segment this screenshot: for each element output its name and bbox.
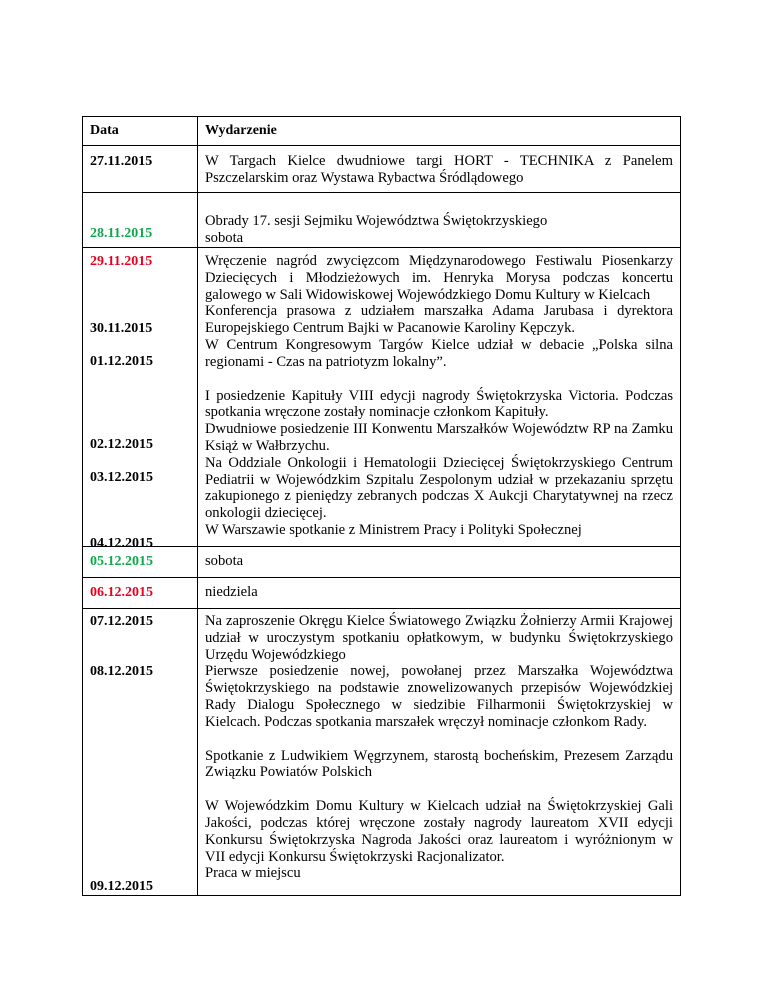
event-text: Dwudniowe posiedzenie III Konwentu Marszałków Województw RP na Zamku Książ w Wałbrzychu. xyxy=(205,421,673,454)
event-text: W Wojewódzkim Domu Kultury w Kielcach udział na Świętokrzyskiej Gali Jakości, podczas której wręczone zostały nagrody laureatom XVII edycji Konkursu Świętokrzyska Nagroda Jakości oraz laureatom i wyróżnionym w VII edycji Konkursu Świętokrzyski Racjonalizator. xyxy=(205,798,673,865)
table-row xyxy=(83,608,680,895)
event-text: Na Oddziale Onkologii i Hematologii Dziecięcej Świętokrzyskiego Centrum Pediatrii w Wojewódzkim Szpitalu Zespolonym udział w przekazaniu sprzętu zakupionego z pieniędzy zebranych podczas X Aukcji Charytatywnej na rzecz onkologii dziecięcej. xyxy=(205,454,673,522)
event-text: Pierwsze posiedzenie nowej, powołanej przez Marszałka Województwa Świętokrzyskiego na podstawie znowelizowanych przepisów Wojewódzkiej Rady Dialogu Społecznego w siedzibie Filharmonii Świętokrzyskiej w Kielcach. Podczas spotkania marszałek wręczył nominacje członkom Rady. xyxy=(205,663,673,730)
table-row xyxy=(83,145,680,192)
event-text: Konferencja prasowa z udziałem marszałka Adama Jarubasa i dyrektora Europejskiego Centrum Bajki w Pacanowie Karoliny Kępczyk. xyxy=(205,303,673,337)
date-cell xyxy=(83,609,198,895)
event-text: W Warszawie spotkanie z Ministrem Pracy i Polityki Społecznej xyxy=(205,521,582,538)
event-cell xyxy=(198,248,680,546)
table-row xyxy=(83,247,680,551)
date-05-12: 05.12.2015 xyxy=(90,554,153,569)
event-text: I posiedzenie Kapituły VIII edycji nagrody Świętokrzyska Victoria. Podczas spotkania wręczone zostały nominacje członkom Kapituły. xyxy=(205,387,673,421)
date-03-12: 03.12.2015 xyxy=(90,470,153,485)
date-cell xyxy=(83,547,198,577)
header-event: Wydarzenie xyxy=(205,123,277,138)
event-text: Na zaproszenie Okręgu Kielce Światowego Związku Żołnierzy Armii Krajowej udział w uroczystym spotkaniu opłatkowym, w budynku Świętokrzyskiego Urzędu Wojewódzkiego xyxy=(205,613,673,663)
date-27-11: 27.11.2015 xyxy=(90,154,153,169)
date-02-12: 02.12.2015 xyxy=(90,437,153,452)
table-row xyxy=(83,192,680,247)
event-day-label: sobota xyxy=(205,229,244,246)
date-09-12: 09.12.2015 xyxy=(90,879,153,894)
date-06-12: 06.12.2015 xyxy=(90,585,153,600)
event-text: Wręczenie nagród zwycięzcom Międzynarodowego Festiwalu Piosenkarzy Dziecięcych i Młodzieżowych im. Henryka Morysa podczas koncertu galowego w Sali Widowiskowej Wojewódzkiego Domu Kultury w Kielcach xyxy=(205,253,673,303)
date-04-12: 04.12.2015 xyxy=(90,536,153,551)
date-cell xyxy=(83,146,198,192)
event-text: Praca w miejscu xyxy=(205,865,301,882)
event-text: Spotkanie z Ludwikiem Węgrzynem, starostą bocheńskim, Prezesem Zarządu Związku Powiatów Polskich xyxy=(205,747,673,781)
event-cell xyxy=(198,193,680,247)
table-header-row xyxy=(83,117,680,145)
date-28-11: 28.11.2015 xyxy=(90,226,153,241)
event-text: W Centrum Kongresowym Targów Kielce udział w debacie „Polska silna regionami - Czas na patriotyzm lokalny”. xyxy=(205,336,673,370)
date-cell xyxy=(83,193,198,247)
table-row xyxy=(83,577,680,608)
event-text: W Targach Kielce dwudniowe targi HORT - TECHNIKA z Panelem Pszczelarskim oraz Wystawa Rybactwa Śródlądowego xyxy=(205,153,673,186)
event-day-label: niedziela xyxy=(205,584,258,600)
date-08-12: 08.12.2015 xyxy=(90,664,153,679)
event-cell xyxy=(198,146,680,192)
date-30-11: 30.11.2015 xyxy=(90,321,153,336)
header-date: Data xyxy=(90,123,119,138)
date-cell xyxy=(83,248,198,551)
date-29-11: 29.11.2015 xyxy=(90,254,153,269)
events-table xyxy=(82,116,681,896)
event-cell xyxy=(198,609,680,895)
event-day-label: sobota xyxy=(205,553,244,569)
date-07-12: 07.12.2015 xyxy=(90,614,153,629)
table-row xyxy=(83,546,680,577)
header-date-cell xyxy=(83,117,198,145)
event-cell xyxy=(198,547,680,577)
date-01-12: 01.12.2015 xyxy=(90,354,153,369)
event-text: Obrady 17. sesji Sejmiku Województwa Świętokrzyskiego xyxy=(205,213,548,229)
event-cell xyxy=(198,578,680,608)
date-cell xyxy=(83,578,198,608)
